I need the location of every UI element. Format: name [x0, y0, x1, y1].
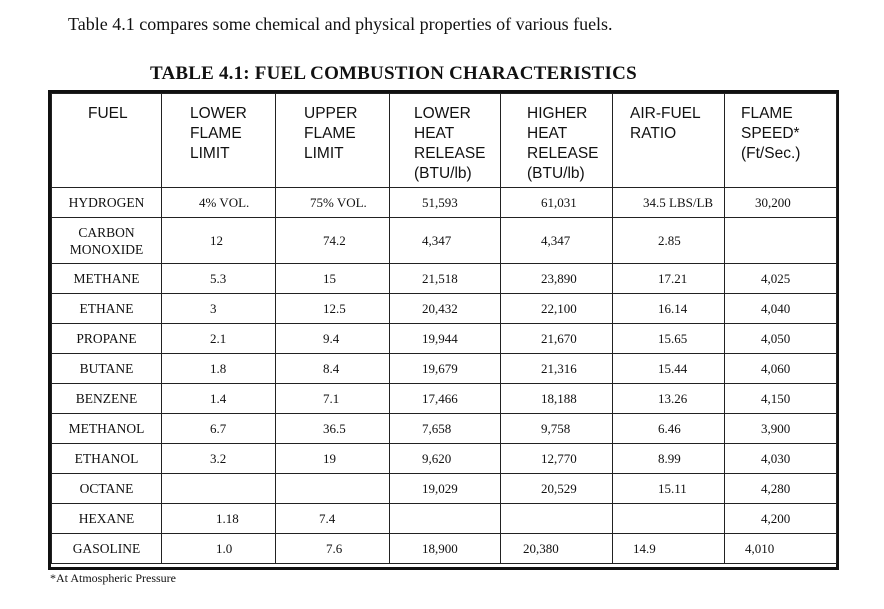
upper-flame-limit-cell: 36.5	[276, 414, 390, 444]
upper-flame-limit-cell: 74.2	[276, 218, 390, 264]
upper-flame-limit-cell: 15	[276, 264, 390, 294]
lower-flame-limit-cell: 5.3	[162, 264, 276, 294]
flame-speed-cell: 4,010	[725, 534, 837, 564]
header-fuel: FUEL	[52, 94, 162, 188]
lower-flame-limit-cell: 1.18	[162, 504, 276, 534]
flame-speed-cell: 4,040	[725, 294, 837, 324]
lower-heat-release-cell: 51,593	[390, 188, 501, 218]
lower-flame-limit-cell: 1.8	[162, 354, 276, 384]
lower-heat-release-cell: 7,658	[390, 414, 501, 444]
flame-speed-cell: 4,280	[725, 474, 837, 504]
fuel-name-cell: BUTANE	[52, 354, 162, 384]
table-row	[52, 354, 837, 384]
lower-flame-limit-cell: 1.0	[162, 534, 276, 564]
fuel-name-cell: METHANE	[52, 264, 162, 294]
upper-flame-limit-cell: 75% VOL.	[276, 188, 390, 218]
air-fuel-ratio-cell: 34.5 LBS/LB	[613, 188, 725, 218]
fuel-name-cell: PROPANE	[52, 324, 162, 354]
table-row	[52, 384, 837, 414]
fuel-name-cell: HEXANE	[52, 504, 162, 534]
upper-flame-limit-cell: 9.4	[276, 324, 390, 354]
lower-heat-release-cell: 20,432	[390, 294, 501, 324]
fuel-name-cell: METHANOL	[52, 414, 162, 444]
header-higher-heat-release: HIGHER HEAT RELEASE (BTU/lb)	[501, 94, 613, 188]
flame-speed-cell	[725, 218, 837, 264]
footnote: *At Atmospheric Pressure	[50, 571, 176, 585]
fuel-name-cell: GASOLINE	[52, 534, 162, 564]
lower-heat-release-cell: 4,347	[390, 218, 501, 264]
intro-text: Table 4.1 compares some chemical and physical properties of various fuels.	[68, 14, 613, 34]
lower-flame-limit-cell: 2.1	[162, 324, 276, 354]
higher-heat-release-cell: 61,031	[501, 188, 613, 218]
table-row	[52, 188, 837, 218]
fuel-name-cell: ETHANE	[52, 294, 162, 324]
flame-speed-cell: 4,030	[725, 444, 837, 474]
air-fuel-ratio-cell: 8.99	[613, 444, 725, 474]
air-fuel-ratio-cell: 14.9	[613, 534, 725, 564]
lower-heat-release-cell	[390, 504, 501, 534]
fuel-combustion-table	[51, 93, 837, 564]
lower-heat-release-cell: 17,466	[390, 384, 501, 414]
table-row	[52, 324, 837, 354]
air-fuel-ratio-cell: 15.44	[613, 354, 725, 384]
higher-heat-release-cell: 18,188	[501, 384, 613, 414]
air-fuel-ratio-cell: 6.46	[613, 414, 725, 444]
fuel-name-cell: BENZENE	[52, 384, 162, 414]
higher-heat-release-cell: 22,100	[501, 294, 613, 324]
flame-speed-cell: 4,060	[725, 354, 837, 384]
table-title: TABLE 4.1: FUEL COMBUSTION CHARACTERISTICS	[150, 63, 637, 84]
table-row	[52, 294, 837, 324]
table-row	[52, 414, 837, 444]
upper-flame-limit-cell: 7.4	[276, 504, 390, 534]
lower-heat-release-cell: 9,620	[390, 444, 501, 474]
lower-flame-limit-cell: 3	[162, 294, 276, 324]
higher-heat-release-cell: 21,670	[501, 324, 613, 354]
fuel-name-cell: OCTANE	[52, 474, 162, 504]
higher-heat-release-cell: 4,347	[501, 218, 613, 264]
air-fuel-ratio-cell: 13.26	[613, 384, 725, 414]
air-fuel-ratio-cell: 17.21	[613, 264, 725, 294]
upper-flame-limit-cell: 12.5	[276, 294, 390, 324]
table-row	[52, 474, 837, 504]
air-fuel-ratio-cell: 2.85	[613, 218, 725, 264]
header-flame-speed: FLAME SPEED* (Ft/Sec.)	[725, 94, 837, 188]
header-lower-flame-limit: LOWER FLAME LIMIT	[162, 94, 276, 188]
table-row	[52, 534, 837, 564]
lower-flame-limit-cell: 1.4	[162, 384, 276, 414]
lower-heat-release-cell: 19,029	[390, 474, 501, 504]
upper-flame-limit-cell: 8.4	[276, 354, 390, 384]
flame-speed-cell: 4,200	[725, 504, 837, 534]
lower-heat-release-cell: 19,679	[390, 354, 501, 384]
upper-flame-limit-cell: 19	[276, 444, 390, 474]
lower-flame-limit-cell	[162, 474, 276, 504]
upper-flame-limit-cell: 7.6	[276, 534, 390, 564]
table-row	[52, 504, 837, 534]
table-row	[52, 444, 837, 474]
lower-flame-limit-cell: 6.7	[162, 414, 276, 444]
flame-speed-cell: 4,150	[725, 384, 837, 414]
higher-heat-release-cell: 20,529	[501, 474, 613, 504]
lower-flame-limit-cell: 3.2	[162, 444, 276, 474]
higher-heat-release-cell	[501, 504, 613, 534]
flame-speed-cell: 4,025	[725, 264, 837, 294]
higher-heat-release-cell: 23,890	[501, 264, 613, 294]
header-row	[52, 94, 837, 188]
fuel-name-cell: CARBON MONOXIDE	[52, 218, 162, 264]
lower-heat-release-cell: 18,900	[390, 534, 501, 564]
upper-flame-limit-cell: 7.1	[276, 384, 390, 414]
fuel-name-cell: HYDROGEN	[52, 188, 162, 218]
header-air-fuel-ratio: AIR-FUEL RATIO	[613, 94, 725, 188]
higher-heat-release-cell: 9,758	[501, 414, 613, 444]
lower-heat-release-cell: 21,518	[390, 264, 501, 294]
air-fuel-ratio-cell	[613, 504, 725, 534]
higher-heat-release-cell: 12,770	[501, 444, 613, 474]
fuel-name-cell: ETHANOL	[52, 444, 162, 474]
air-fuel-ratio-cell: 15.11	[613, 474, 725, 504]
higher-heat-release-cell: 21,316	[501, 354, 613, 384]
higher-heat-release-cell: 20,380	[501, 534, 613, 564]
table-row	[52, 264, 837, 294]
flame-speed-cell: 3,900	[725, 414, 837, 444]
lower-flame-limit-cell: 4% VOL.	[162, 188, 276, 218]
air-fuel-ratio-cell: 15.65	[613, 324, 725, 354]
lower-flame-limit-cell: 12	[162, 218, 276, 264]
flame-speed-cell: 4,050	[725, 324, 837, 354]
air-fuel-ratio-cell: 16.14	[613, 294, 725, 324]
flame-speed-cell: 30,200	[725, 188, 837, 218]
table-row	[52, 218, 837, 264]
lower-heat-release-cell: 19,944	[390, 324, 501, 354]
header-upper-flame-limit: UPPER FLAME LIMIT	[276, 94, 390, 188]
header-lower-heat-release: LOWER HEAT RELEASE (BTU/lb)	[390, 94, 501, 188]
upper-flame-limit-cell	[276, 474, 390, 504]
